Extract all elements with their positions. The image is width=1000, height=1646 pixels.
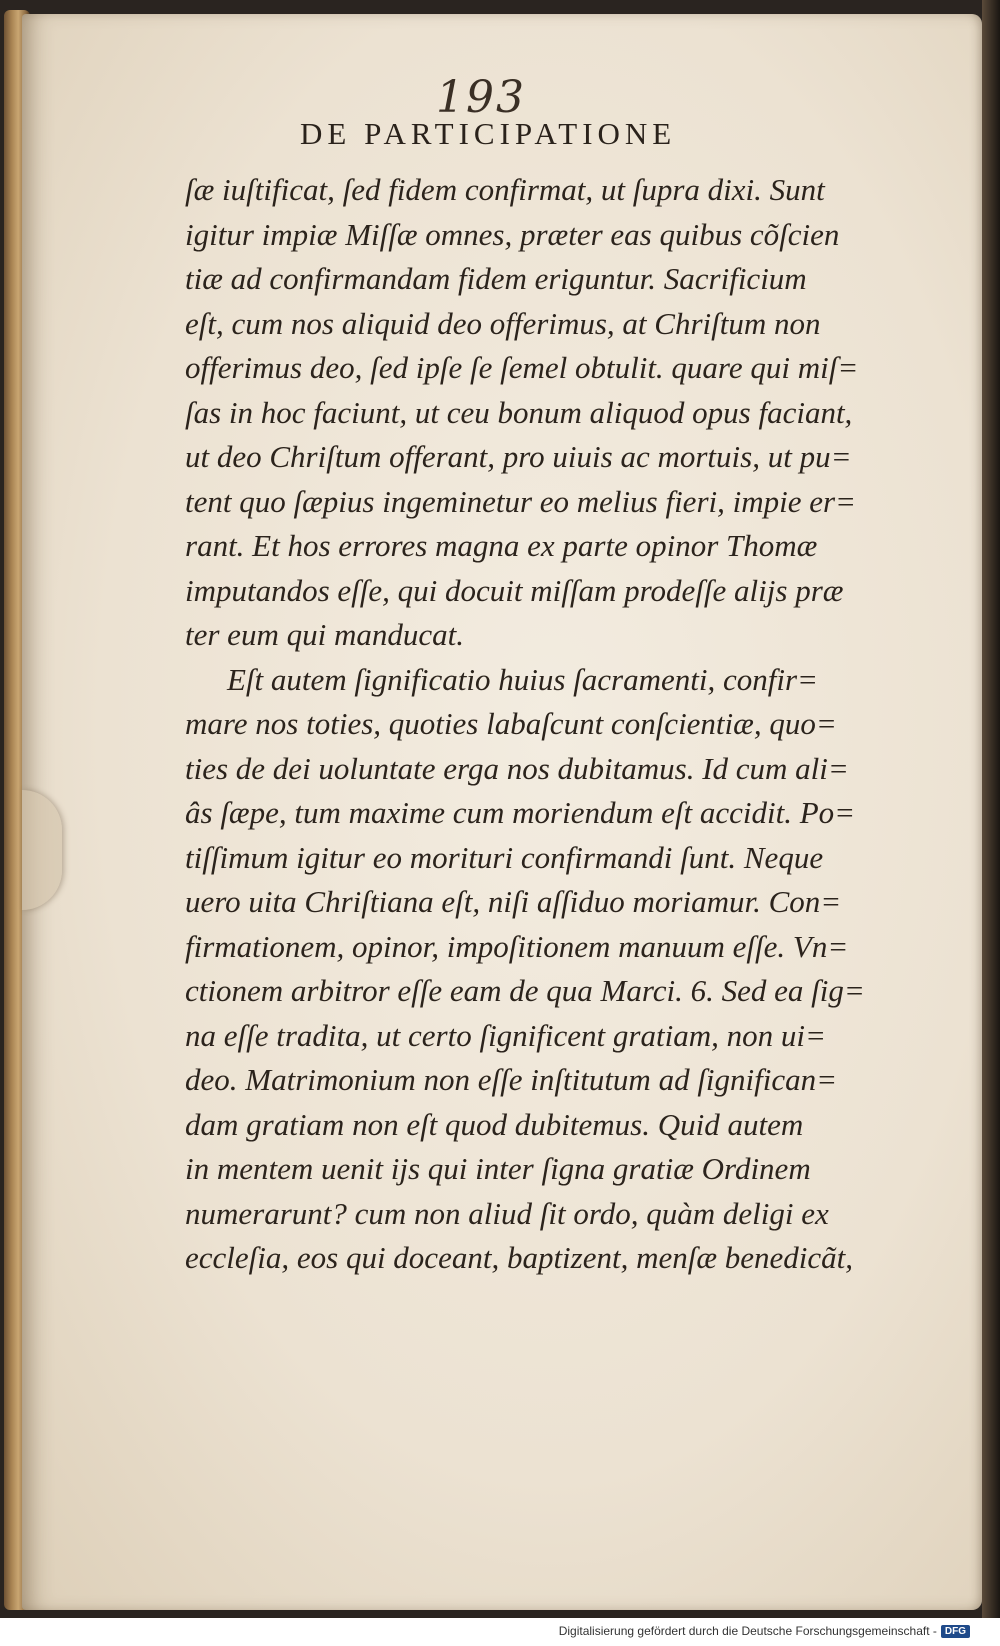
credit-text: Digitalisierung gefördert durch die Deutsche Forschungsgemeinschaft - — [558, 1624, 937, 1638]
text-line: dam gratiam non eſt quod dubitemus. Quid autem — [185, 1106, 804, 1142]
text-line: uero uita Chriſtiana eſt, niſi aſſiduo moriamur. Con= — [185, 884, 842, 919]
text-line: numerarunt? cum non aliud ſit ordo, quàm deligi ex — [185, 1195, 829, 1231]
text-line: deo. Matrimonium non eſſe inſtitutum ad ſignifican= — [185, 1062, 838, 1097]
running-head: DE PARTICIPATIONE — [300, 116, 677, 151]
text-line: mare nos toties, quoties labaſcunt conſcientiæ, quo= — [185, 706, 837, 741]
text-line: tent quo ſæpius ingeminetur eo melius fieri, impie er= — [185, 483, 856, 519]
text-line: in mentem uenit ijs qui inter ſigna gratiæ Ordinem — [185, 1151, 811, 1186]
text-line: firmationem, opinor, impoſitionem manuum eſſe. Vn= — [185, 928, 849, 964]
text-line: offerimus deo, ſed ipſe ſe ſemel obtulit. quare qui miſ= — [185, 350, 859, 385]
text-line: Eſt autem ſignificatio huius ſacramenti, confir= — [227, 661, 818, 697]
text-line: tiæ ad confirmandam fidem eriguntur. Sacrificium — [185, 261, 807, 296]
text-line: eccleſia, eos qui doceant, baptizent, menſæ benedicãt, — [185, 1240, 854, 1275]
folio-number: 193 — [436, 72, 526, 123]
text-line: igitur impiæ Miſſæ omnes, præter eas quibus cõſcien — [185, 216, 840, 252]
text-line: rant. Et hos errores magna ex parte opinor Thomæ — [185, 528, 818, 563]
text-line: ut deo Chriſtum offerant, pro uiuis ac mortuis, ut pu= — [185, 439, 852, 474]
text-line: âs ſæpe, tum maxime cum moriendum eſt accidit. Po= — [185, 795, 856, 830]
book-spine-shadow — [982, 0, 1000, 1618]
text-line: ſæ iuſtificat, ſed fidem confirmat, ut ſupra dixi. Sunt — [185, 172, 825, 207]
body-text — [185, 168, 875, 1281]
text-line: tiſſimum igitur eo morituri confirmandi ſunt. Neque — [185, 839, 824, 875]
text-line: ties de dei uoluntate erga nos dubitamus. Id cum ali= — [185, 750, 849, 786]
text-line: ſas in hoc faciunt, ut ceu bonum aliquod opus faciant, — [185, 394, 853, 430]
digitization-credit — [559, 1624, 970, 1638]
text-line: ter eum qui manducat. — [185, 617, 464, 652]
text-line: eſt, cum nos aliquid deo offerimus, at Chriſtum non — [185, 305, 821, 341]
text-line: ctionem arbitror eſſe eam de qua Marci. 6. Sed ea ſig= — [185, 973, 865, 1008]
text-line: imputandos eſſe, qui docuit miſſam prodeſſe alijs præ — [185, 572, 844, 608]
dfg-logo: DFG — [941, 1625, 970, 1638]
text-line: na eſſe tradita, ut certo ſignificent gratiam, non ui= — [185, 1017, 826, 1053]
